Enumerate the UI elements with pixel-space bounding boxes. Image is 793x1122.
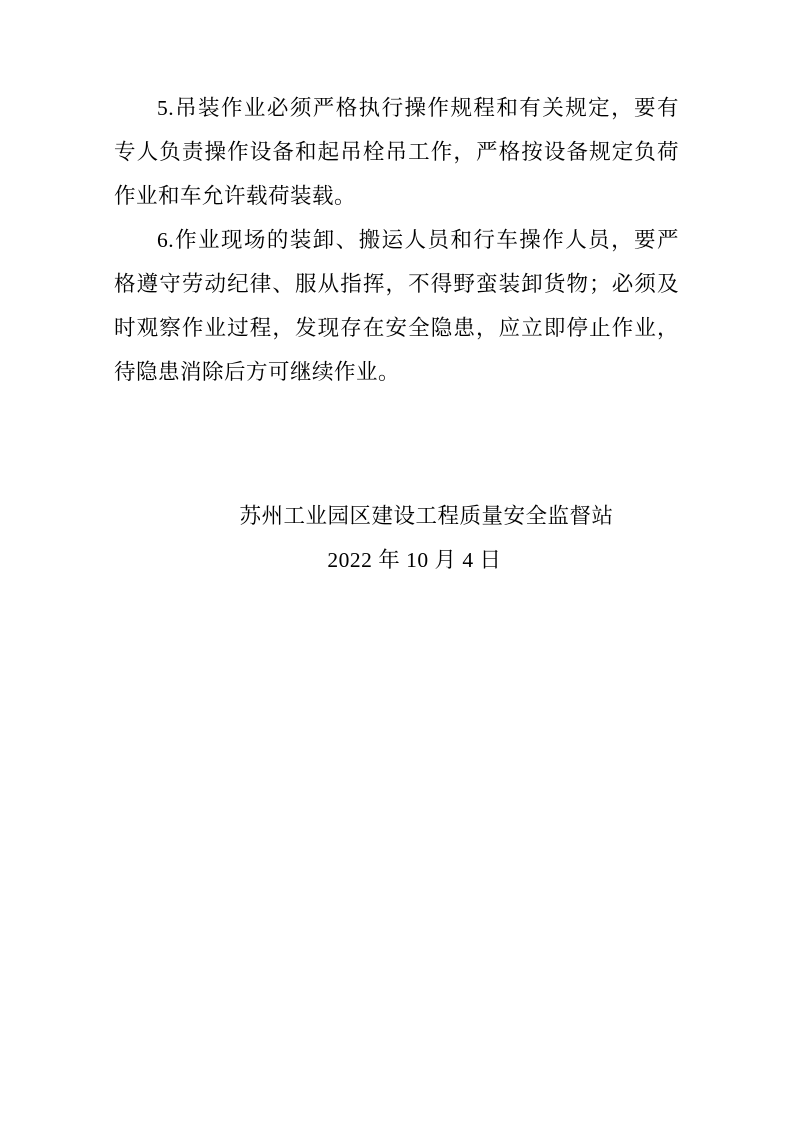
paragraph-6: 6.作业现场的装卸、搬运人员和行车操作人员，要严格遵守劳动纪律、服从指挥，不得野蛮装卸货物；必须及时观察作业过程，发现存在安全隐患，应立即停止作业，待隐患消除后方可继续作业。 [114,228,679,384]
document-body [114,86,679,394]
paragraph-5: 5.吊装作业必须严格执行操作规程和有关规定，要有专人负责操作设备和起吊栓吊工作，严格按设备规定负荷作业和车允许载荷装载。 [114,96,679,208]
signature-block [114,494,679,582]
signature-date: 2022 年 10 月 4 日 [327,548,502,572]
signature-organization: 苏州工业园区建设工程质量安全监督站 [239,504,614,528]
